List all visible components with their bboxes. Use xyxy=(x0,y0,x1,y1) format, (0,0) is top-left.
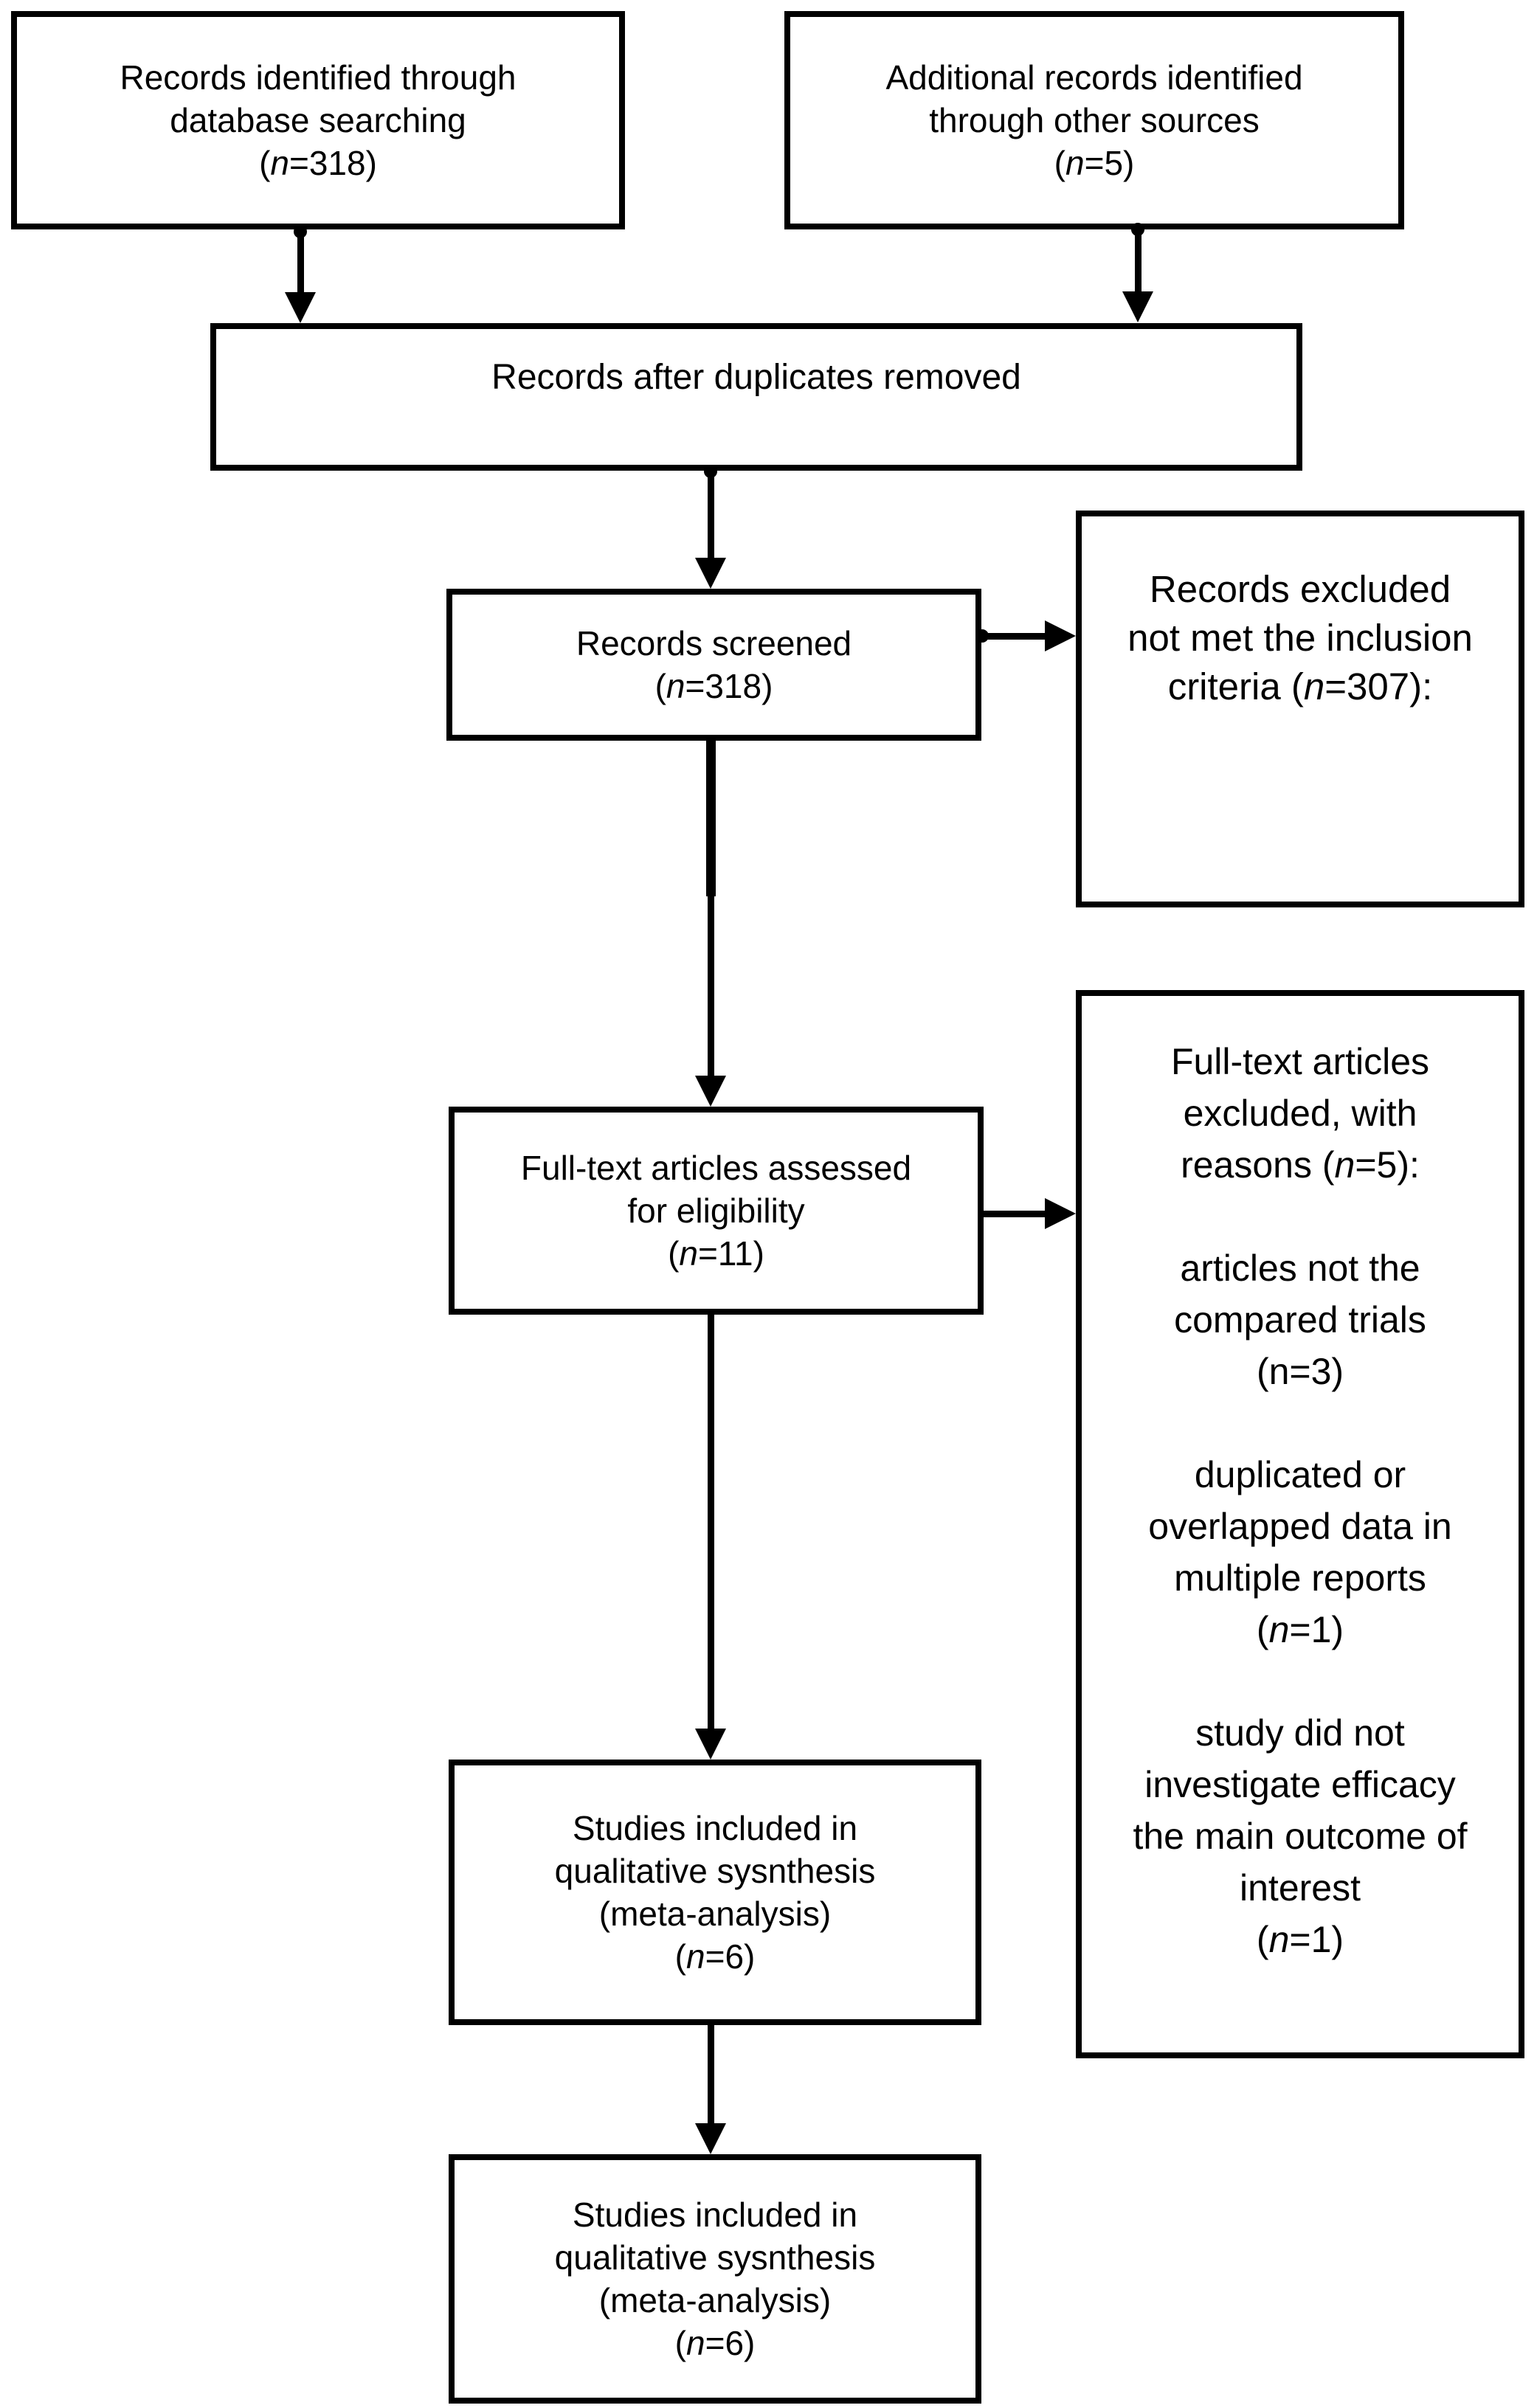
text-line xyxy=(1054,142,1135,184)
arrow-head-down-icon xyxy=(695,558,726,589)
text-segment: =11) xyxy=(697,1234,764,1273)
text-line xyxy=(573,2193,857,2236)
arrow-head-right-icon xyxy=(1045,1198,1076,1229)
text-line xyxy=(1181,1139,1420,1191)
italic-text-segment: n xyxy=(679,1234,698,1273)
text-line xyxy=(1171,1036,1429,1087)
text-segment: Studies included in xyxy=(572,1809,858,1847)
italic-text-segment: n xyxy=(685,2324,705,2362)
text-segment: through other sources xyxy=(929,101,1260,139)
box-fulltext-assessed xyxy=(449,1107,984,1315)
text-segment: compared trials xyxy=(1174,1299,1426,1340)
text-line xyxy=(1240,1862,1361,1914)
text-line xyxy=(668,1232,764,1275)
text-segment: duplicated or xyxy=(1194,1454,1406,1495)
text-line xyxy=(929,99,1260,142)
text-segment: ( xyxy=(1256,1609,1269,1650)
text-line xyxy=(555,2236,876,2279)
text-line xyxy=(521,1146,911,1189)
text-line xyxy=(1133,1810,1467,1862)
text-segment: reasons ( xyxy=(1181,1144,1335,1186)
text-line xyxy=(599,1892,831,1935)
arrow-head-right-icon xyxy=(1045,620,1076,651)
text-line xyxy=(1257,1604,1344,1656)
arrow-shaft xyxy=(708,1315,714,1729)
arrow-shaft-thick xyxy=(706,741,716,896)
text-line xyxy=(1257,1346,1344,1397)
text-line xyxy=(675,2322,756,2364)
text-segment: study did not xyxy=(1195,1712,1405,1754)
text-line xyxy=(599,2279,831,2322)
text-line xyxy=(1174,1294,1426,1346)
text-segment: ( xyxy=(674,2324,686,2362)
text-line xyxy=(1195,1449,1406,1501)
text-segment: ( xyxy=(668,1234,680,1273)
text-segment: =6) xyxy=(705,2324,756,2362)
text-line xyxy=(1295,1397,1305,1449)
text-segment: Additional records identified xyxy=(885,58,1303,97)
italic-text-segment: n xyxy=(1065,144,1085,182)
text-line xyxy=(1148,1501,1451,1552)
text-segment: ( xyxy=(259,144,271,182)
text-segment: (meta-analysis) xyxy=(598,2281,832,2319)
text-line xyxy=(655,665,773,707)
text-segment: Records identified through xyxy=(120,58,517,97)
arrow-head-down-icon xyxy=(285,292,316,323)
text-segment: =307): xyxy=(1324,665,1433,707)
text-segment: criteria ( xyxy=(1167,665,1304,707)
text-segment: Records after duplicates removed xyxy=(491,358,1021,397)
text-segment: ( xyxy=(1256,1919,1269,1960)
text-segment: =5) xyxy=(1084,144,1135,182)
text-line xyxy=(1195,1707,1405,1759)
box-records-excluded xyxy=(1076,511,1524,907)
text-segment: ( xyxy=(1054,144,1065,182)
text-segment: interest xyxy=(1240,1867,1361,1909)
text-segment: investigate efficacy xyxy=(1144,1764,1456,1805)
box-records-identified-database xyxy=(11,11,625,229)
text-segment: articles not the xyxy=(1180,1248,1420,1289)
arrow-shaft xyxy=(708,2025,714,2123)
text-segment: =5): xyxy=(1355,1144,1420,1186)
text-segment: excluded, with xyxy=(1183,1093,1417,1134)
text-segment: Full-text articles xyxy=(1170,1041,1430,1082)
text-line xyxy=(1168,662,1433,711)
box-fulltext-excluded-reasons xyxy=(1076,990,1524,2058)
text-line xyxy=(1257,1914,1344,1965)
box-studies-included-qualitative xyxy=(449,1760,981,2025)
text-segment: not met the inclusion xyxy=(1127,617,1473,659)
italic-text-segment: n xyxy=(1334,1144,1355,1186)
arrow-head-down-icon xyxy=(695,1076,726,1107)
text-segment: =318) xyxy=(685,667,773,705)
arrow-head-down-icon xyxy=(1122,291,1153,322)
arrow-shaft xyxy=(1135,227,1141,293)
text-segment: Studies included in xyxy=(572,2196,858,2234)
arrow-shaft xyxy=(297,229,304,295)
text-line xyxy=(885,56,1302,99)
arrow-shaft xyxy=(708,896,714,1077)
text-line xyxy=(170,99,466,142)
italic-text-segment: n xyxy=(270,144,289,182)
text-line xyxy=(627,1189,804,1232)
text-segment: Records excluded xyxy=(1149,568,1451,610)
arrow-shaft xyxy=(984,1211,1045,1217)
text-line xyxy=(1295,1191,1305,1242)
italic-text-segment: n xyxy=(1303,665,1325,707)
text-line xyxy=(1127,614,1473,662)
text-segment: the main outcome of xyxy=(1133,1816,1468,1857)
text-line xyxy=(675,1935,756,1978)
text-line xyxy=(1144,1759,1456,1810)
text-segment: ( xyxy=(674,1937,686,1976)
text-line xyxy=(576,622,852,665)
text-line xyxy=(1180,1242,1420,1294)
box-additional-records-other-sources xyxy=(784,11,1404,229)
box-records-screened xyxy=(446,589,981,741)
italic-text-segment: n xyxy=(1268,1919,1290,1960)
text-line xyxy=(555,1850,876,1892)
text-segment: =6) xyxy=(705,1937,756,1976)
text-segment: (meta-analysis) xyxy=(598,1895,832,1933)
text-segment: (n=3) xyxy=(1256,1351,1344,1392)
text-segment: =1) xyxy=(1289,1609,1344,1650)
arrow-head-down-icon xyxy=(695,1729,726,1760)
italic-text-segment: n xyxy=(1268,1609,1290,1650)
text-segment: multiple reports xyxy=(1174,1557,1426,1599)
text-line xyxy=(120,56,517,99)
text-segment: qualitative sysnthesis xyxy=(554,1852,876,1890)
text-segment: overlapped data in xyxy=(1148,1506,1452,1547)
box-records-after-duplicates-removed xyxy=(210,323,1302,471)
text-line xyxy=(1184,1087,1417,1139)
text-line xyxy=(1174,1552,1426,1604)
text-segment: Full-text articles assessed xyxy=(520,1149,912,1187)
text-segment: ( xyxy=(654,667,666,705)
text-line xyxy=(491,356,1021,399)
text-line xyxy=(1150,565,1451,614)
arrow-head-down-icon xyxy=(695,2123,726,2154)
text-line xyxy=(259,142,377,184)
text-segment: qualitative sysnthesis xyxy=(554,2238,876,2277)
arrow-shaft xyxy=(981,633,1045,640)
text-line xyxy=(573,1807,857,1850)
arrow-shaft xyxy=(708,471,714,558)
text-segment: =318) xyxy=(289,144,377,182)
text-line xyxy=(1295,1656,1305,1707)
text-segment: Records screened xyxy=(576,624,852,662)
italic-text-segment: n xyxy=(685,1937,705,1976)
text-segment: =1) xyxy=(1289,1919,1344,1960)
text-segment: for eligibility xyxy=(627,1191,805,1230)
italic-text-segment: n xyxy=(666,667,685,705)
text-segment: database searching xyxy=(170,101,466,139)
box-studies-included-final xyxy=(449,2154,981,2404)
